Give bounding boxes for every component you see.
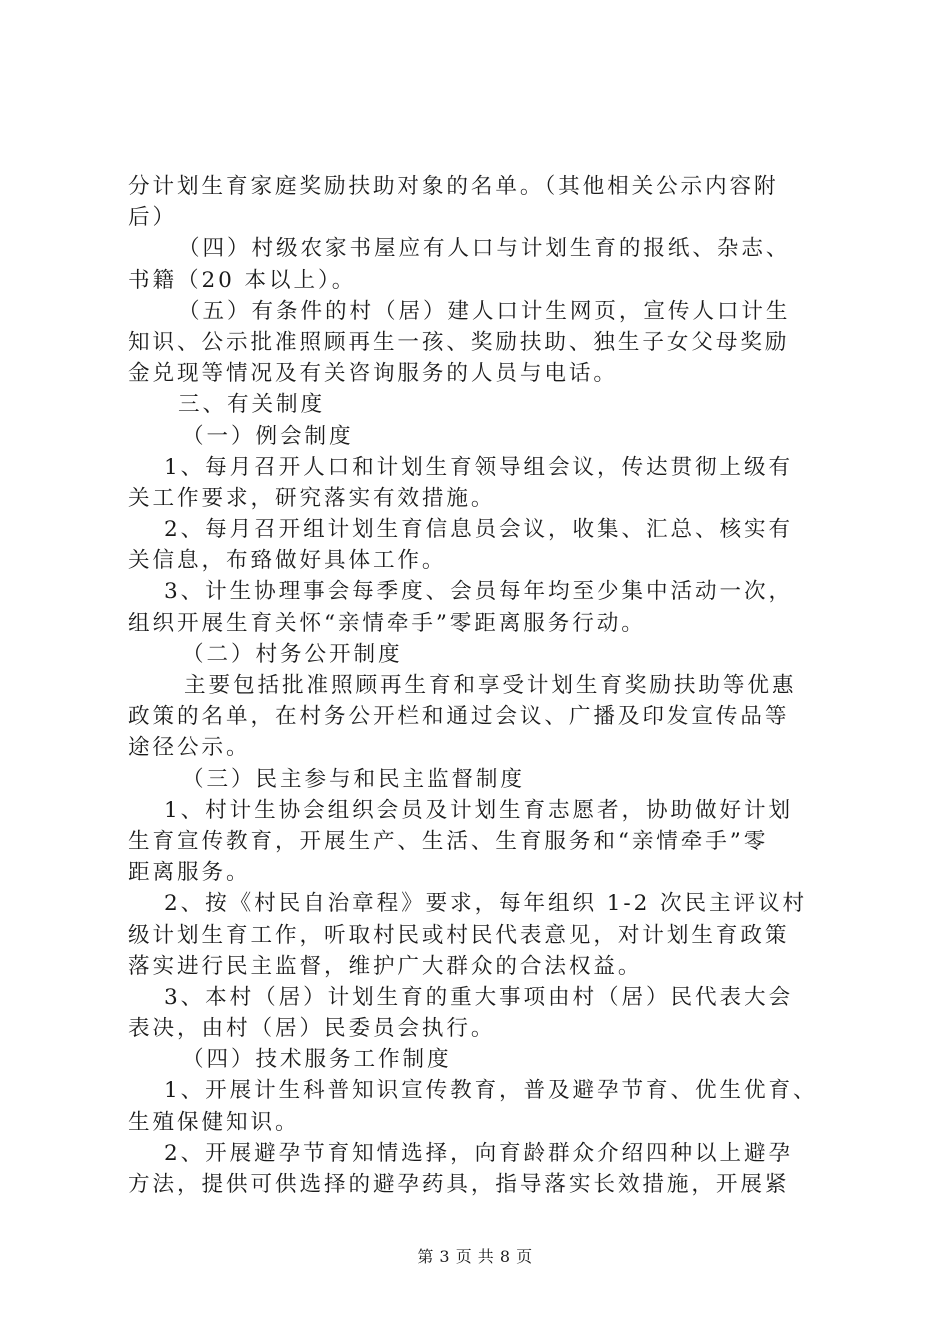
list-item: 1、村计生协会组织会员及计划生育志愿者，协助做好计划 — [164, 797, 793, 823]
page-number: 第 3 页 共 8 页 — [417, 1247, 533, 1266]
section-heading: （四）技术服务工作制度 — [182, 1047, 452, 1073]
text-line: 距离服务。 — [128, 860, 251, 886]
list-item: 3、计生协理事会每季度、会员每年均至少集中活动一次， — [164, 579, 793, 605]
section-heading: （一）例会制度 — [182, 423, 354, 449]
list-item: 1、开展计生科普知识宣传教育，普及避孕节育、优生优育、 — [164, 1078, 818, 1104]
list-item: 2、开展避孕节育知情选择，向育龄群众介绍四种以上避孕 — [164, 1140, 793, 1166]
text-line: 关信息，布臵做好具体工作。 — [128, 548, 447, 574]
text-line: 知识、公示批准照顾再生一孩、奖励扶助、独生子女父母奖励 — [128, 329, 790, 355]
document-body — [128, 171, 840, 1200]
text-line: 落实进行民主监督，维护广大群众的合法权益。 — [128, 953, 643, 979]
text-line: 书籍（20 本以上）。 — [128, 267, 357, 293]
text-line: 分计划生育家庭奖励扶助对象的名单。（其他相关公示内容附 — [128, 174, 779, 199]
text-line: 政策的名单，在村务公开栏和通过会议、广播及印发宣传品等 — [128, 704, 790, 730]
chapter-heading: 三、有关制度 — [178, 392, 325, 418]
text-line: 后） — [128, 205, 177, 231]
list-item: 3、本村（居）计划生育的重大事项由村（居）民代表大会 — [164, 984, 793, 1010]
text-line: 生育宣传教育，开展生产、生活、生育服务和“亲情牵手”零 — [128, 828, 769, 854]
page-footer — [0, 1244, 950, 1267]
text-line: 方法，提供可供选择的避孕药具，指导落实长效措施，开展紧 — [128, 1172, 790, 1197]
text-line: 表决，由村（居）民委员会执行。 — [128, 1016, 496, 1042]
text-line: 关工作要求，研究落实有效措施。 — [128, 485, 496, 511]
text-line: 生殖保健知识。 — [128, 1109, 300, 1135]
text-line: 金兑现等情况及有关咨询服务的人员与电话。 — [128, 361, 618, 387]
section-heading: （三）民主参与和民主监督制度 — [182, 766, 525, 792]
list-item: 1、每月召开人口和计划生育领导组会议，传达贯彻上级有 — [164, 454, 793, 480]
section-heading: （二）村务公开制度 — [182, 641, 403, 667]
section-heading: （五）有条件的村（居）建人口计生网页，宣传人口计生 — [178, 298, 791, 324]
text-line: 途径公示。 — [128, 735, 251, 761]
text-line: 级计划生育工作，听取村民或村民代表意见，对计划生育政策 — [128, 922, 790, 948]
list-item: 2、每月召开组计划生育信息员会议，收集、汇总、核实有 — [164, 517, 793, 543]
paragraph-start: 主要包括批准照顾再生育和享受计划生育奖励扶助等优惠 — [184, 673, 797, 698]
text-line: 组织开展生育关怀“亲情牵手”零距离服务行动。 — [128, 610, 646, 636]
list-item: 2、按《村民自治章程》要求，每年组织 1-2 次民主评议村 — [164, 891, 807, 917]
section-heading: （四）村级农家书屋应有人口与计划生育的报纸、杂志、 — [178, 236, 791, 262]
